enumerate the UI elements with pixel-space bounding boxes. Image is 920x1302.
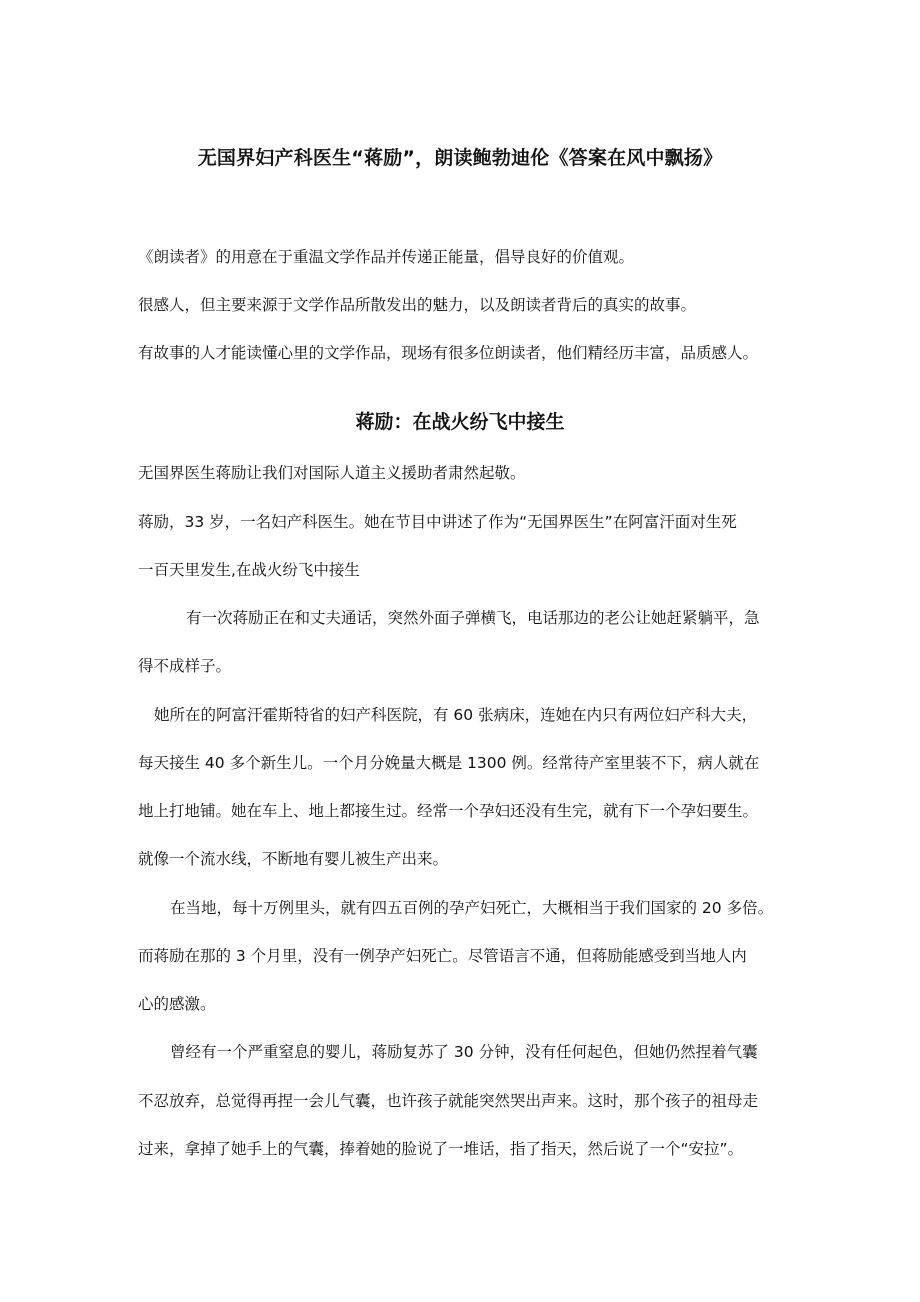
body-line-2: 蒋励，33 岁，一名妇产科医生。她在节目中讲述了作为“无国界医生”在阿富汗面对生死 [138, 513, 737, 531]
body-line-12: 心的感激。 [138, 995, 216, 1013]
body-line-3: 一百天里发生,在战火纷飞中接生 [138, 561, 360, 579]
body-line-4: 有一次蒋励正在和丈夫通话，突然外面子弹横飞，电话那边的老公让她赶紧躺平，急 [186, 609, 760, 627]
body-line-14: 不忍放弃，总觉得再捏一会儿气囊，也许孩子就能突然哭出声来。这时，那个孩子的祖母走 [138, 1092, 759, 1110]
section-heading: 蒋励：在战火纷飞中接生 [355, 411, 565, 433]
body-line-10: 在当地，每十万例里头，就有四五百例的孕产妇死亡，大概相当于我们国家的 20 多倍。 [170, 899, 774, 917]
body-line-15: 过来，拿掉了她手上的气囊，捧着她的脸说了一堆话，指了指天，然后说了一个“安拉”。 [138, 1140, 744, 1158]
body-line-7: 每天接生 40 多个新生儿。一个月分娩量大概是 1300 例。经常待产室里装不下，病人就在 [138, 754, 760, 772]
body-line-1: 无国界医生蒋励让我们对国际人道主义援助者肃然起敬。 [138, 464, 526, 482]
intro-line-3: 有故事的人才能读懂心里的文学作品，现场有很多位朗读者，他们精经历丰富，品质感人。 [138, 344, 759, 362]
intro-line-2: 很感人，但主要来源于文学作品所散发出的魅力，以及朗读者背后的真实的故事。 [138, 296, 697, 314]
body-line-6: 她所在的阿富汗霍斯特省的妇产科医院，有 60 张病床，连她在内只有两位妇产科大夫， [154, 706, 758, 724]
intro-line-1: 《朗读者》的用意在于重温文学作品并传递正能量，倡导良好的价值观。 [138, 248, 635, 266]
body-line-9: 就像一个流水线，不断地有婴儿被生产出来。 [138, 850, 449, 868]
body-line-11: 而蒋励在那的 3 个月里，没有一例孕产妇死亡。尽管语言不通，但蒋励能感受到当地人内 [138, 947, 747, 965]
document-title: 无国界妇产科医生“蒋励”，朗读鲍勃迪伦《答案在风中飘扬》 [197, 147, 723, 169]
body-line-8: 地上打地铺。她在车上、地上都接生过。经常一个孕妇还没有生完，就有下一个孕妇要生。 [138, 802, 759, 820]
body-line-13: 曾经有一个严重窒息的婴儿，蒋励复苏了 30 分钟，没有任何起色，但她仍然捏着气囊 [170, 1043, 758, 1061]
body-line-5: 得不成样子。 [138, 657, 232, 675]
